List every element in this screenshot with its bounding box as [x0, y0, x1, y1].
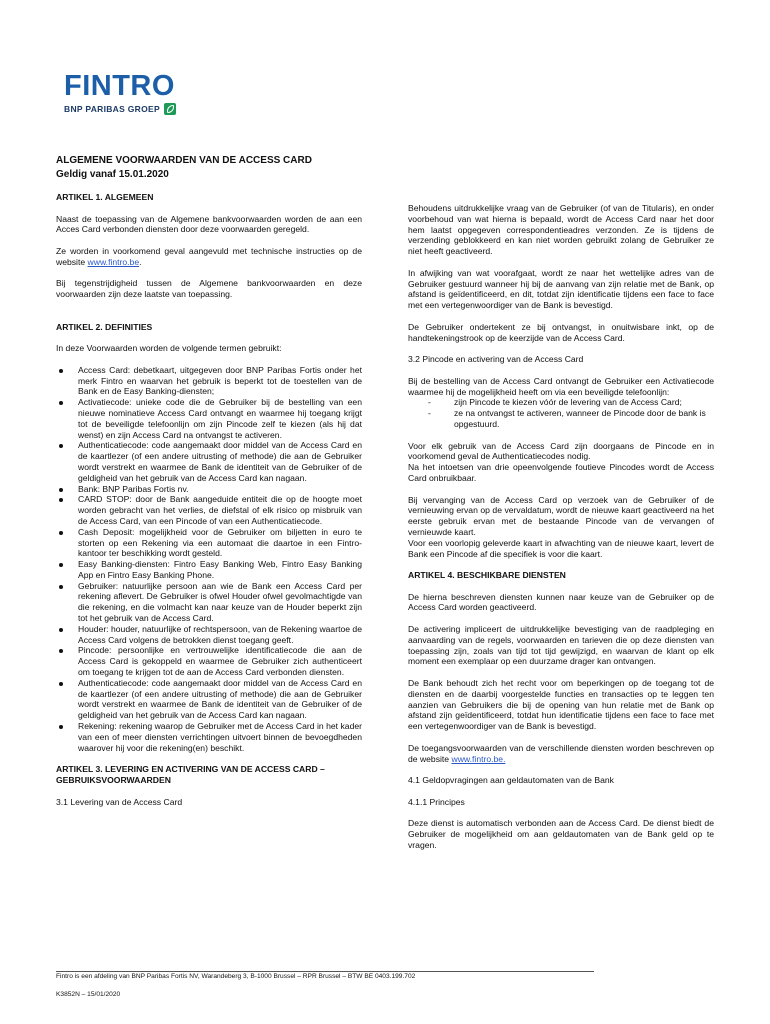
- definition-cash-deposit: Cash Deposit: mogelijkheid voor de Gebruiker om biljetten in euro te storten op een Rekening via een automaat die daartoe in een Fintro-kantoor ter beschikking wordt gesteld.: [56, 527, 362, 559]
- article-4-heading: ARTIKEL 4. BESCHIKBARE DIENSTEN: [408, 570, 566, 581]
- section-3-2-heading: 3.2 Pincode en activering van de Access Card: [408, 354, 584, 365]
- definition-pincode: Pincode: persoonlijke en vertrouwelijke identificatiecode die aan de Access Card is gekoppeld en waarmee de Gebruiker zich authenticeert om toegang te krijgen tot de aan de Access Card verbonden diensten.: [56, 645, 362, 677]
- footer-legal-line: Fintro is een afdeling van BNP Paribas Fortis NV, Warandeberg 3, B-1000 Brussel – RPR Brussel – BTW BE 0403.199.702: [56, 973, 416, 980]
- services-paragraph-4: [408, 743, 714, 765]
- delivery-paragraph-1: Behoudens uitdrukkelijke vraag van de Gebruiker (of van de Titularis), en onder voorbehoud van wat hierna is bepaald, wordt de Access Card naar het door hem laatst opgegeven correspondentieadres verzonden. Ze is tijdens de verzending geblokkeerd en kan niet worden gebruikt zolang de Gebruiker ze niet heeft geactiveerd.: [408, 203, 714, 257]
- title-line-2: Geldig vanaf 15.01.2020: [56, 169, 169, 180]
- activation-option-choose-pin: - zijn Pincode te kiezen vóór de levering van de Access Card;: [408, 397, 714, 408]
- logo-group-text: BNP PARIBAS GROEP: [64, 104, 160, 114]
- section-4-1-heading: 4.1 Geldopvragingen aan geldautomaten van de Bank: [408, 775, 614, 786]
- logo-wordmark: FINTRO: [64, 70, 175, 102]
- definition-houder: Houder: houder, natuurlijke of rechtspersoon, van de Rekening waartoe de Access Card volgens de betrokken dienst toegang geeft.: [56, 624, 362, 646]
- article-2-heading: ARTIKEL 2. DEFINITIES: [56, 321, 153, 332]
- cash-withdrawal-paragraph: Deze dienst is automatisch verbonden aan de Access Card. De dienst biedt de Gebruiker de mogelijkheid om aan geldautomaten van de Bank geld op te vragen.: [408, 818, 714, 851]
- pincode-usage-paragraph: Voor elk gebruik van de Access Card zijn doorgaans de Pincode en in voorkomend geval de Authenticatiecodes nodig.: [408, 440, 714, 462]
- left-column: [56, 192, 362, 818]
- definition-easy-banking: Easy Banking-diensten: Fintro Easy Banking Web, Fintro Easy Banking App en Fintro Easy Banking Phone.: [56, 559, 362, 581]
- fintro-website-link-2[interactable]: www.fintro.be.: [451, 753, 506, 764]
- article-3-heading: ARTIKEL 3. LEVERING EN ACTIVERING VAN DE ACCESS CARD – GEBRUIKSVOORWAARDEN: [56, 764, 325, 786]
- services-paragraph-3: De Bank behoudt zich het recht voor om beperkingen op de toegang tot de diensten en de daarbij voorgestelde functies en transacties op te leggen ten aanzien van Gebruikers die bij de opening van hun relatie met de Bank op afstand zijn geïdentificeerd, totdat hun identificatie tijdens een face to face met een vertegenwoordiger van de Bank is bevestigd.: [408, 678, 714, 732]
- section-4-1-1-heading: 4.1.1 Principes: [408, 796, 465, 807]
- definition-access-card: Access Card: debetkaart, uitgegeven door BNP Paribas Fortis onder het merk Fintro en waarvan het gebruik is beperkt tot de toestellen van de Bank en de Easy Banking-diensten;: [56, 365, 362, 397]
- definition-activatiecode: Activatiecode: unieke code die de Gebruiker bij de bestelling van een nieuwe nominatieve Access Card ontvangt en waarmee hij toegang krijgt tot de beveiligde telefoonlijn om zijn Pincode zelf te kiezen (als hij dat wenst) en zijn Access Card na ontvangst te activeren.: [56, 397, 362, 440]
- delivery-paragraph-2: In afwijking van wat voorafgaat, wordt ze naar het wettelijke adres van de Gebruiker gestuurd wanneer hij bij de aanvang van zijn relatie met de Bank, op afstand is geïdentificeerd, en dit, totdat zijn identificatie tijdens een face to face met een vertegenwoordiger van de Bank is bevestigd.: [408, 267, 714, 311]
- definition-gebruiker: Gebruiker: natuurlijke persoon aan wie de Bank een Access Card per rekening aflevert. De Gebruiker is ofwel Houder ofwel gevolmachtigde van die rekening, en die volmacht kan naar keuze van de Houder beperkt zijn tot het gebruik van de Access Card.: [56, 581, 362, 624]
- article-1-paragraph-2: [56, 246, 362, 268]
- services-paragraph-2: De activering impliceert de uitdrukkelijke bevestiging van de raadpleging en aanvaarding van de regels, voorwaarden en tarieven die op deze diensten van toepassing zijn, zoals van tijd tot tijd gewijzigd, en waarvan de klant op elk moment een exemplaar op een duurzame drager kan ontvangen.: [408, 624, 714, 667]
- right-column: [408, 203, 714, 862]
- document-title: [56, 154, 416, 182]
- definitions-list: [56, 365, 362, 754]
- fintro-website-link[interactable]: www.fintro.be: [87, 256, 140, 267]
- temporary-card-paragraph: Voor een voorlopig geleverde kaart in afwachting van de nieuwe kaart, levert de Bank een Pincode af die specifiek is voor die kaart.: [408, 537, 714, 559]
- delivery-paragraph-3: De Gebruiker ondertekent ze bij ontvangst, in onuitwisbare inkt, op de handtekeningstrook op de keerzijde van de Access Card.: [408, 321, 714, 343]
- bnp-leaf-icon: [164, 103, 176, 115]
- pincode-paragraph: Bij de bestelling van de Access Card ontvangt de Gebruiker een Activatiecode waarmee hij de mogelijkheid heeft om via een beveiligde telefoonlijn:: [408, 375, 714, 397]
- activation-options-list: [408, 397, 714, 429]
- article-2-intro: In deze Voorwaarden worden de volgende termen gebruikt:: [56, 343, 282, 354]
- article-1-paragraph-3: Bij tegenstrijdigheid tussen de Algemene bankvoorwaarden en deze voorwaarden zijn deze laatste van toepassing.: [56, 278, 362, 300]
- article-1-paragraph-1: Naast de toepassing van de Algemene bankvoorwaarden worden de aan een Acces Card verbonden diensten door deze voorwaarden geregeld.: [56, 213, 362, 235]
- article-1-paragraph-2-text: Ze worden in voorkomend geval aangevuld met technische instructies op de website: [56, 245, 362, 267]
- logo-subline: [64, 103, 214, 115]
- definition-rekening: Rekening: rekening waarop de Gebruiker met de Access Card in het kader van een of meer diensten verrichtingen uitvoert binnen de bevoegdheden waarover hij voor die rekening(en) beschikt.: [56, 721, 362, 753]
- definition-authenticatiecode-2: Authenticatiecode: code aangemaakt door middel van de Access Card en de kaartlezer (of een andere uitrusting of methode) die aan de Gebruiker wordt verstrekt en waarmee de Bank de identiteit van de Gebruiker of de geldigheid van het gebruik van de Access Card kan nagaan.: [56, 678, 362, 721]
- definition-bank: Bank: BNP Paribas Fortis nv.: [56, 484, 362, 495]
- footer-reference: K3852N – 15/01/2020: [56, 991, 121, 998]
- activation-option-activate: - ze na ontvangst te activeren, wanneer de Pincode door de bank is opgestuurd.: [408, 408, 714, 430]
- section-3-1-heading: 3.1 Levering van de Access Card: [56, 796, 183, 807]
- title-line-1: ALGEMENE VOORWAARDEN VAN DE ACCESS CARD: [56, 155, 312, 166]
- services-paragraph-1: De hierna beschreven diensten kunnen naar keuze van de Gebruiker op de Access Card worden geactiveerd.: [408, 591, 714, 613]
- footer-divider: [56, 971, 594, 972]
- article-1-heading: ARTIKEL 1. ALGEMEEN: [56, 192, 154, 202]
- fintro-logo: [64, 72, 214, 124]
- replacement-paragraph: Bij vervanging van de Access Card op verzoek van de Gebruiker of de vernieuwing ervan op de vervaldatum, wordt de nieuwe kaart geactiveerd na het eerste gebruik ervan met de bestaande Pincode van de vervangen of vernieuwde kaart.: [408, 494, 714, 537]
- definition-authenticatiecode: Authenticatiecode: code aangemaakt door middel van de Access Card en de kaartlezer (of een andere uitrusting of methode) die aan de Gebruiker wordt verstrekt en waarmee de Bank de identiteit van de Gebruiker of de geldigheid van het gebruik van de Access Card kan nagaan.: [56, 440, 362, 483]
- wrong-pin-paragraph: Na het intoetsen van drie opeenvolgende foutieve Pincodes wordt de Access Card onbruikbaar.: [408, 462, 714, 483]
- article-1-paragraph-2-end: .: [139, 256, 142, 267]
- definition-card-stop: CARD STOP: door de Bank aangeduide entiteit die op de hoogte moet worden gebracht van het verlies, de diefstal of elk risico op misbruik van de Access Card, van een Pincode of van een Authenticatiecode.: [56, 494, 362, 526]
- services-paragraph-4-text: De toegangsvoorwaarden van de verschillende diensten worden beschreven op de website: [408, 742, 714, 764]
